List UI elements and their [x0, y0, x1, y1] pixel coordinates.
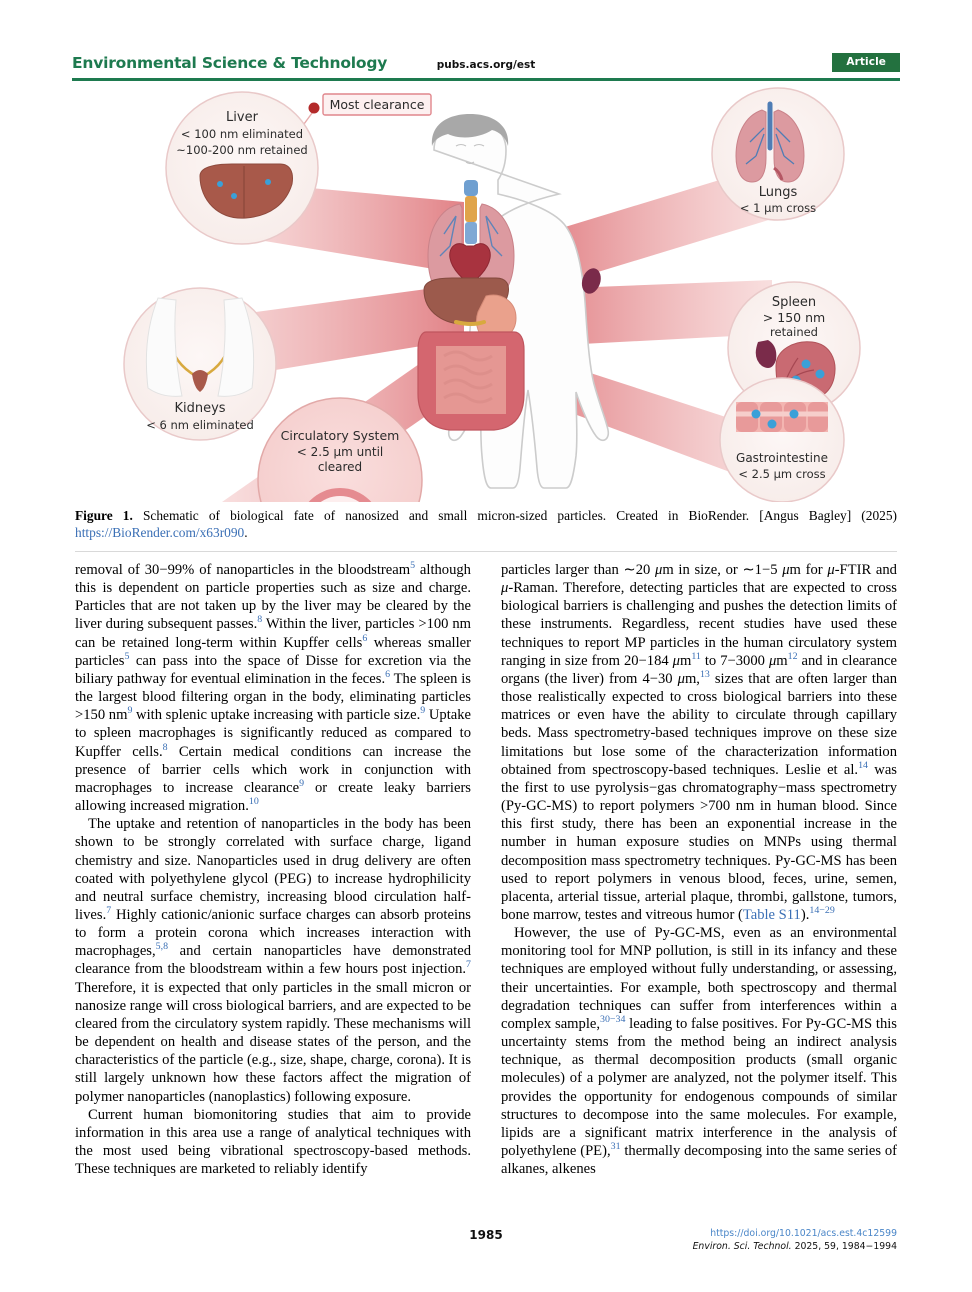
svg-text:< 2.5 μm until: < 2.5 μm until — [296, 445, 384, 459]
svg-text:< 6 nm eliminated: < 6 nm eliminated — [146, 418, 254, 432]
body-paragraph: Current human biomonitoring studies that aim to provide information in this area use a range of analytical techniques with the most used being vibrational spectroscopy-based methods. These techniques are marketed to reliably identify — [75, 1106, 471, 1178]
biorender-link-part1[interactable]: https:// — [75, 524, 113, 540]
body-paragraph: particles larger than ∼20 μm in size, or ∼1−5 μm for μ-FTIR and μ-Raman. Therefore, detecting particles that are expected to cross biological barriers is challenging and pushes the detection limits of these instruments. Regardless, recent studies have used these techniques to report MP particles in the human circulatory system ranging in size from 20−184 $\mu m^{11}$ to 7−3000 $\mu m^{12}$ and in clearance organs (the liver) from 4−30 μm,$^{13}$ sizes that are often larger than those realistically expected to cross biological barriers into these matrices or even have the ability to circulate through capillary beds. Mass spectrometry-based techniques improve on these size limitations but lose some of the characterization information obtained from spectroscopy-based techniques. Leslie et al.$^{14}$ was the first to use pyrolysis−gas chromatography−mass spectrometry (Py-GC-MS) to report polymers >700 nm in human blood. Since this first study, there has been an exponential increase in the number in human exposure studies on MNPs using thermal decomposition mass spectrometry techniques. Py-GC-MS has been used to report polymers in venous blood, feces, urine, semen, placenta, arterial tissue, arterial plaque, thrombi, gallstone, tumors, bone marrow, testes and vitreous humor (Table S11).$^{14-29}$ — [501, 562, 897, 923]
svg-text:Gastrointestine: Gastrointestine — [736, 451, 828, 465]
doi-link[interactable]: https://doi.org/10.1021/acs.est.4c12599 — [710, 1228, 897, 1239]
citation-journal: Environ. Sci. Technol. — [692, 1240, 792, 1252]
svg-text:< 1 μm cross: < 1 μm cross — [739, 201, 817, 215]
human-body-illustration — [418, 114, 608, 488]
body-column-left — [75, 561, 471, 1178]
svg-text:cleared: cleared — [317, 460, 363, 474]
biorender-schematic — [72, 84, 900, 502]
journal-citation — [693, 1241, 897, 1254]
svg-text:~100-200 nm retained: ~100-200 nm retained — [176, 143, 308, 157]
body-paragraph: The uptake and retention of nanoparticles in the body has been shown to be strongly correlated with surface charge, ligand chemistry and size. Nanoparticles used in drug delivery are often coated with polyethylene glycol (PEG) to increase hydrophilicity and neutral surface chemistry, increasing blood circulation half-lives.$^7$ Highly cationic/anionic surface charges can absorb proteins to form a protein corona which increases interaction with macrophages,$^{5,8}$ and certain nanoparticles have demonstrated clearance from the bloodstream within a few hours post injection.$^7$ Therefore, it is expected that only particles in the small micron or nanosize range will cross biological barriers, and are expected to be cleared from the circulatory system rapidly. These mechanisms will be dependent on health and disease states of the person, and the characteristics of the particle (e.g., size, shape, charge, corona). It is still largely unknown how these factors affect the migration of polymer nanoparticles (nanoplastics) following exposure. — [75, 816, 471, 1105]
running-head — [72, 56, 900, 82]
body-column-right — [501, 561, 897, 1178]
svg-text:Liver: Liver — [226, 110, 258, 125]
footer-citation — [693, 1228, 897, 1253]
citation-volume-pages: 2025, 59, 1984−1994 — [791, 1240, 897, 1252]
biorender-link-part2[interactable]: BioRender.com/x63r090 — [112, 524, 245, 540]
svg-text:Spleen: Spleen — [771, 295, 817, 310]
journal-title: Environmental Science & Technology — [72, 54, 388, 72]
svg-text:Kidneys: Kidneys — [174, 401, 226, 416]
callout-liver — [166, 92, 318, 244]
body-paragraph: removal of 30−99% of nanoparticles in the bloodstream$^5$ although this is dependent on particle properties such as size and charge. Particles that are not taken up by the liver may be cleared by the liver during subsequent passes.$^8$ Within the liver, particles >100 nm can be retained long-term within Kupffer cells$^6$ whereas smaller particles$^5$ can pass into the space of Disse for excretion via the biliary pathway for eventual elimination in the feces.$^6$ The spleen is the largest blood filtering organ in the body, eliminating particles >150 $nm^9$ with splenic uptake increasing with particle size.$^9$ Uptake to spleen macrophages is significantly reduced as compared to Kupffer cells.$^8$ Certain medical conditions can increase the presence of barrier cells which work in conjunction with macrophages to increase clearance$^9$ or create leaky barriers allowing increased migration.$^{10}$ — [75, 560, 471, 815]
svg-text:Circulatory System: Circulatory System — [280, 428, 400, 443]
figure-1-image — [72, 84, 900, 502]
header-divider — [72, 78, 900, 81]
svg-text:< 2.5 μm cross: < 2.5 μm cross — [738, 467, 826, 481]
svg-text:> 150 nm: > 150 nm — [762, 310, 826, 325]
most-clearance-label: Most clearance — [329, 97, 425, 112]
figure-caption — [75, 508, 897, 542]
intestines-organ — [418, 332, 524, 430]
journal-url[interactable]: pubs.acs.org/est — [436, 59, 536, 71]
figure-caption-text: Schematic of biological fate of nanosized and small micron-sized particles. Created in BioRender. [Angus Bagley] (2025) — [132, 508, 897, 523]
callout-kidneys — [124, 288, 276, 440]
svg-text:< 100 nm eliminated: < 100 nm eliminated — [180, 127, 304, 141]
caption-divider — [75, 551, 897, 552]
callout-lungs — [712, 88, 844, 220]
most-clearance-flag — [304, 94, 431, 124]
trachea — [464, 180, 478, 244]
figure-caption-label: Figure 1. — [75, 508, 133, 523]
page-number: 1985 — [469, 1228, 503, 1242]
figure-caption-period: . — [244, 524, 248, 540]
svg-text:Lungs: Lungs — [758, 185, 798, 200]
svg-text:retained: retained — [770, 325, 818, 339]
callout-gastrointestine — [720, 378, 844, 502]
body-paragraph: However, the use of Py-GC-MS, even as an environmental monitoring tool for MNP pollution, is still in its infancy and these techniques are employed without fully understanding, or assessing, their uncertainties. For example, both spectroscopy and thermal degradation techniques can suffer from interferences within a complex sample,$^{30-34}$ leading to false positives. For Py-GC-MS this uncertainty stems from the method being an indirect analysis technique, as thermal decomposition products (small organic molecules) of a polymer are analyzed, not the polymer itself. This provides the opportunity for endogenous compounds of similar structures to decompose into the same molecules. For example, lipids are a significant matrix interference in the analysis of polyethylene (PE),$^{31}$ thermally decomposing into the same series of alkanes, alkenes — [501, 925, 897, 1178]
article-type-badge: Article — [832, 53, 900, 72]
